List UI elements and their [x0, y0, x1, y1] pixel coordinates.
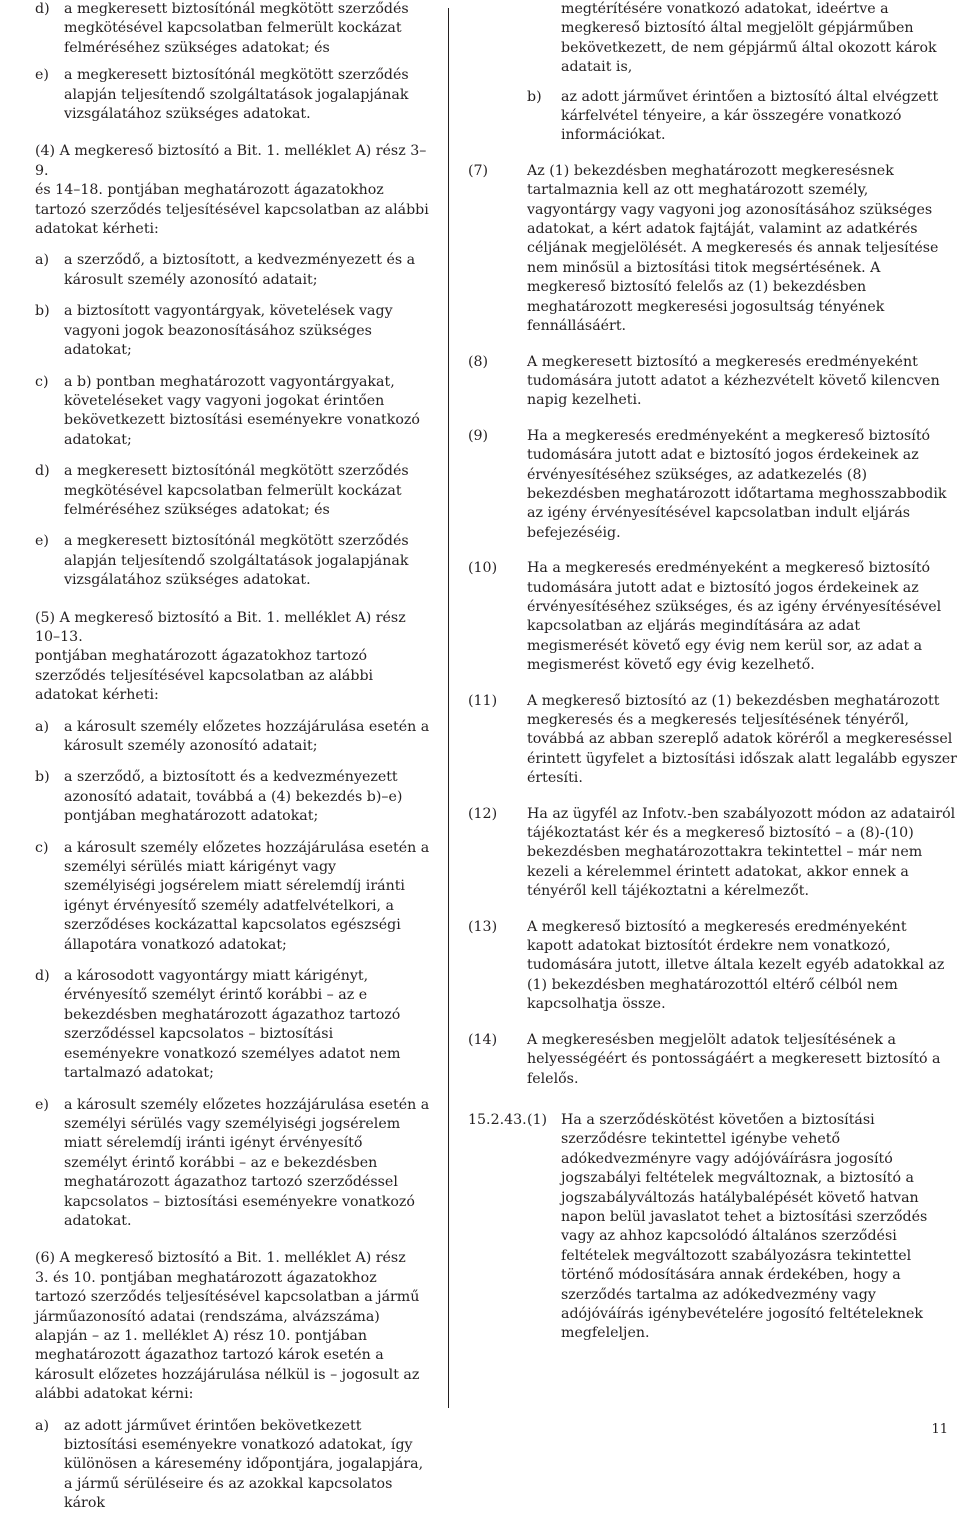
- item-text: a biztosított vagyontárgyak, követelések vagy vagyoni jogok beazonosításához szükséges adatokat;: [64, 303, 393, 359]
- paragraph-text: Ha a megkeresés eredményeként a megkereső biztosító tudomására jutott adat e biztosító jogos érdekeinek az érvényesítéséhez szükséges, az adatkezelés (8) bekezdésben meghatározott időtartama meghosszabbodik az igény érvényesítésével kapcsolatban indult eljárás befejezéséig.: [527, 427, 947, 541]
- item-label: e): [35, 67, 49, 84]
- paragraph-10: [468, 559, 957, 675]
- item-label: a): [35, 718, 49, 735]
- item-label: c): [35, 373, 49, 390]
- item-text: a szerződő, a biztosított és a kedvezményezett azonosító adatait, továbbá a (4) bekezdés b)–e) pontjában meghatározott adatokat;: [64, 769, 403, 825]
- item-label: a): [35, 1417, 49, 1434]
- paragraph-text: A megkereső biztosító a megkeresés eredményeként kapott adatokat biztosítót érdekre nem vonatkozó, tudomására jutott, illetve általa kezelt egyéb adatokkal az (1) bekezdésben meghatározottól eltérő célból nem kapcsolhatja össze.: [527, 918, 945, 1013]
- page-number: 11: [931, 1422, 948, 1437]
- paragraph-4: [35, 142, 430, 239]
- section-paragraph-label: (1): [527, 1111, 548, 1128]
- paragraph-text: A megkeresett biztosító a megkeresés eredményeként tudomására jutott adatot a kézhezvételt követő kilencven napig kezelheti.: [527, 353, 940, 409]
- paragraph-7: [468, 162, 957, 337]
- paragraph-9: [468, 427, 957, 543]
- item-label: d): [35, 1, 50, 17]
- item-label: e): [35, 533, 49, 550]
- paragraph-13: [468, 918, 957, 1015]
- paragraph-label: (14): [468, 1031, 498, 1048]
- paragraph-12: [468, 805, 957, 902]
- paragraph-label: (11): [468, 692, 498, 709]
- item-text: a megkeresett biztosítónál megkötött szerződés alapján teljesítendő szolgáltatások jogalapjának vizsgálatához szükséges adatokat.: [64, 533, 409, 589]
- paragraph-8: [468, 353, 957, 411]
- list-item: [35, 302, 430, 360]
- paragraph-6: [35, 1249, 430, 1404]
- list-item: [35, 251, 430, 290]
- item-label: c): [35, 839, 49, 856]
- paragraph-intro: és 14–18. pontjában meghatározott ágazatokhoz tartozó szerződés teljesítésével kapcsolatban az alábbi adatokat kérheti:: [35, 182, 429, 238]
- item-label: b): [35, 303, 50, 320]
- item-text: a károsult személy előzetes hozzájárulása esetén a személyi sérülés vagy személyiségi jogsérelem miatt sérelemdíj iránti igényt érvényesítő személyt érintő korábbi – az e bekezdésben meghatározott ágazathoz tartozó szerződéssel kapcsolatos – biztosítási eseményekre vonatkozó adatokat.: [64, 1096, 430, 1229]
- item-text: a károsult személy előzetes hozzájárulása esetén a károsult személy azonosító adatait;: [64, 718, 430, 754]
- list-item: [35, 967, 430, 1083]
- item-text: a megkeresett biztosítónál megkötött szerződés megkötésével kapcsolatban felmerült kockázat felméréséhez szükséges adatokat; és: [64, 1, 409, 56]
- right-column: [468, 0, 960, 1344]
- item-label: d): [35, 968, 50, 985]
- section-text: Ha a szerződéskötést követően a biztosítási szerződésre tekintettel igénybe vehető adókedvezményre vagy adójóváírásra jogosító jogszabályi feltételek megváltoznak, a biztosító a jogszabályváltozás hatálybalépését követő hatvan napon belül javaslatot tehet a biztosítási szerződés vagy az ahhoz kapcsolódó általános szerződési feltételek megváltozott szabályozásra tekintettel történő módosítására annak érdekében, hogy a szerződés tartalma az adókedvezmény vagy adójóváírás igénybevételére jogosító feltételeknek megfeleljen.: [561, 1111, 928, 1342]
- list-item: [35, 1417, 430, 1514]
- paragraph-14: [468, 1031, 957, 1089]
- paragraph-11: [468, 692, 957, 789]
- list-item: [35, 66, 430, 124]
- list-item: [35, 839, 430, 955]
- paragraph-text: Ha az ügyfél az Infotv.-ben szabályozott módon az adatairól tájékoztatást kér és a megkereső biztosító – a (8)-(10) bekezdésben meghatározottakra tekintettel – már nem kezeli a kérelemmel érintett adatokat, akkor ennek a tényéről kell tájékoztatni a kérelmezőt.: [527, 805, 956, 900]
- continued-text: [468, 0, 951, 78]
- section-number: 15.2.43.: [468, 1111, 527, 1128]
- list-item: [35, 718, 430, 757]
- paragraph-label: (9): [468, 427, 489, 444]
- list-item: [35, 768, 430, 826]
- paragraph-text: Az (1) bekezdésben meghatározott megkeresésnek tartalmaznia kell az ott meghatározott személy, vagyontárgy vagy vagyoni jog azonosításához szükséges adatokat, a kért adatok fajtáját, valamint az adatkérés céljának megjelölését. A megkeresés és annak teljesítése nem minősül a biztosítási titok megsértésének. A megkereső biztosító felelős az (1) bekezdésben meghatározott megkeresési jogosultság tényének fennállásáért.: [527, 162, 939, 335]
- list-item: [35, 0, 430, 58]
- item-text: a b) pontban meghatározott vagyontárgyakat, követeléseket vagy vagyoni jogokat érintően bekövetkezett biztosítási eseményekre vonatkozó adatokat;: [64, 373, 420, 448]
- item-text: a károsult személy előzetes hozzájárulása esetén a személyi sérülés miatt kárigényt vagy személyiségi jogsérelem miatt sérelemdíj iránti igényt érvényesítő személy adatfelvételkori, a szerződéses kockázattal kapcsolatos egészségi állapotára vonatkozó adatokat;: [64, 839, 430, 953]
- left-column: [35, 0, 430, 1514]
- column-divider: [448, 8, 449, 1408]
- item-text: a károsodott vagyontárgy miatt kárigényt, érvényesítő személyt érintő korábbi – az e bekezdésben meghatározott ágazathoz tartozó szerződéssel kapcsolatos – biztosítási eseményekre vonatkozó személyes adatot nem tartalmazó adatokat;: [64, 968, 401, 1082]
- item-text: az adott járművet érintően a biztosító által elvégzett kárfelvétel tényeire, a kár összegére vonatkozó információkat.: [561, 88, 939, 144]
- paragraph-intro: pontjában meghatározott ágazatokhoz tartozó szerződés teljesítésével kapcsolatban az alábbi adatokat kérheti:: [35, 648, 374, 704]
- paragraph-label: (10): [468, 560, 498, 577]
- paragraph-intro: 3. és 10. pontjában meghatározott ágazatokhoz tartozó szerződés teljesítésével kapcsolatban a jármű járműazonosító adatai (rendszáma, alvázszáma) alapján – az 1. melléklet A) rész 10. pontjában meghatározott ágazathoz tartozó károk esetén a károsult előzetes hozzájárulása nélkül is – jogosult az alábbi adatokat kérni:: [35, 1269, 420, 1403]
- item-text: a szerződő, a biztosított, a kedvezményezett és a károsult személy azonosító adatait;: [64, 252, 416, 288]
- list-item: [468, 88, 951, 146]
- list-item: [35, 532, 430, 590]
- paragraph-text: Ha a megkeresés eredményeként a megkereső biztosító tudomására jutott adat e biztosító jogos érdekeinek az érvényesítéséhez szükséges, és az igény érvényesítésével kapcsolatban az eljárás megindítására az adat megismerését követő egy évig nem kerül sor, az adat a megismerést követő egy évig kezelhető.: [527, 560, 942, 674]
- item-text: a megkeresett biztosítónál megkötött szerződés alapján teljesítendő szolgáltatások jogalapjának vizsgálatához szükséges adatokat.: [64, 67, 409, 123]
- paragraph-label: (7): [468, 162, 489, 179]
- item-text: a megkeresett biztosítónál megkötött szerződés megkötésével kapcsolatban felmerült kockázat felméréséhez szükséges adatokat; és: [64, 463, 409, 518]
- list-item: [35, 373, 430, 451]
- paragraph-intro-first-line: (5) A megkereső biztosító a Bit. 1. melléklet A) rész 10–13.: [35, 609, 406, 645]
- item-label: e): [35, 1096, 49, 1113]
- paragraph-5: [35, 609, 430, 706]
- paragraph-text: A megkeresésben megjelölt adatok teljesítésének a helyességéért és pontosságáért a megkeresett biztosító a felelős.: [527, 1031, 941, 1087]
- continued-item-text: megtérítésére vonatkozó adatokat, ideértve a megkereső biztosító által megjelölt gépjárműben bekövetkezett, de nem gépjármű által okozott károk adatait is,: [561, 1, 937, 76]
- paragraph-label: (12): [468, 805, 498, 822]
- paragraph-label: (8): [468, 353, 489, 370]
- item-label: b): [527, 88, 542, 105]
- paragraph-text: A megkereső biztosító az (1) bekezdésben meghatározott megkeresés és a megkeresés teljesítésének tényéről, továbbá az abban szereplő adatok köréről a megkereséssel érintett ügyfelet a biztosítási időszak alatt legalább egyszer értesíti.: [527, 692, 957, 787]
- paragraph-intro-first-line: (6) A megkereső biztosító a Bit. 1. melléklet A) rész: [35, 1250, 406, 1267]
- item-text: az adott járművet érintően bekövetkezett biztosítási eseményekre vonatkozó adatokat, így különösen a káresemény időpontjára, jogalapjára, a jármű sérüléseire és az azokkal kapcsolatos károk: [64, 1417, 424, 1512]
- section-15-2-43: [468, 1111, 957, 1344]
- paragraph-label: (13): [468, 918, 498, 935]
- list-item: [35, 1096, 430, 1232]
- list-item: [35, 462, 430, 520]
- paragraph-intro-first-line: (4) A megkereső biztosító a Bit. 1. melléklet A) rész 3–9.: [35, 143, 427, 179]
- item-label: a): [35, 252, 49, 269]
- item-label: b): [35, 769, 50, 786]
- item-label: d): [35, 463, 50, 480]
